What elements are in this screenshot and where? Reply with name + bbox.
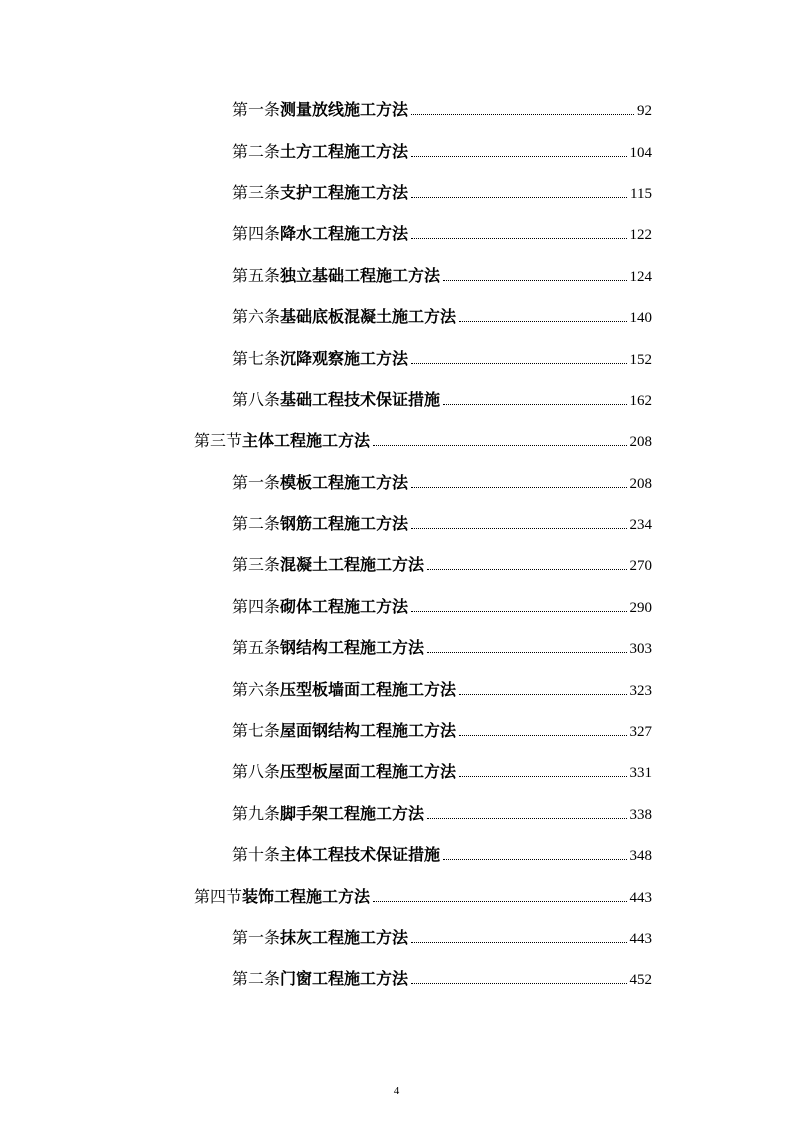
toc-entry-title: 模板工程施工方法 <box>280 472 409 492</box>
dot-leader <box>443 859 626 860</box>
toc-entry-line <box>232 759 652 782</box>
toc-entry-page: 270 <box>629 558 652 575</box>
dot-leader <box>411 942 626 943</box>
toc-entry-line <box>232 346 652 369</box>
page-number: 4 <box>393 1085 400 1097</box>
toc-subsection-entry[interactable] <box>0 461 793 502</box>
toc-entry-page: 331 <box>629 765 652 782</box>
toc-entry-line <box>232 552 652 575</box>
toc-subsection-entry[interactable] <box>0 957 793 998</box>
toc-entry-line <box>232 677 652 700</box>
toc-entry-title: 支护工程施工方法 <box>280 182 409 202</box>
dot-leader <box>427 652 626 653</box>
dot-leader <box>411 156 626 157</box>
table-of-contents <box>0 88 793 999</box>
toc-entry-title: 测量放线施工方法 <box>280 100 409 120</box>
toc-entry-line <box>232 801 652 824</box>
toc-entry-page: 115 <box>630 185 652 202</box>
toc-entry-page: 124 <box>629 268 652 285</box>
toc-entry-title: 钢结构工程施工方法 <box>280 638 425 658</box>
toc-entry-title: 混凝土工程施工方法 <box>280 555 425 575</box>
toc-entry-page: 162 <box>629 392 652 409</box>
toc-entry-number: 第七条 <box>232 348 281 368</box>
toc-entry-line <box>232 304 652 327</box>
toc-entry-line <box>232 180 652 203</box>
toc-entry-page: 140 <box>629 310 652 327</box>
dot-leader <box>411 528 626 529</box>
toc-subsection-entry[interactable] <box>0 336 793 377</box>
toc-entry-number: 第一条 <box>232 100 281 120</box>
toc-subsection-entry[interactable] <box>0 171 793 212</box>
toc-entry-page: 348 <box>629 848 652 865</box>
toc-subsection-entry[interactable] <box>0 667 793 708</box>
dot-leader <box>411 983 626 984</box>
toc-entry-page: 104 <box>629 144 652 161</box>
toc-entry-line <box>194 884 652 907</box>
dot-leader <box>443 404 626 405</box>
toc-entry-line <box>232 594 652 617</box>
toc-subsection-entry[interactable] <box>0 88 793 129</box>
toc-entry-number: 第七条 <box>232 721 281 741</box>
toc-entry-line <box>194 428 652 451</box>
toc-entry-title: 装饰工程施工方法 <box>242 886 371 906</box>
toc-entry-line <box>232 221 652 244</box>
toc-entry-number: 第一条 <box>232 472 281 492</box>
toc-entry-line <box>232 842 652 865</box>
dot-leader <box>373 901 626 902</box>
toc-entry-number: 第九条 <box>232 803 281 823</box>
toc-subsection-entry[interactable] <box>0 295 793 336</box>
toc-entry-number: 第四节 <box>194 886 243 906</box>
dot-leader <box>443 280 626 281</box>
toc-section-entry[interactable] <box>0 874 793 915</box>
toc-entry-line <box>232 511 652 534</box>
toc-entry-page: 303 <box>629 641 652 658</box>
toc-entry-number: 第八条 <box>232 389 281 409</box>
toc-entry-line <box>232 966 652 989</box>
dot-leader <box>411 114 634 115</box>
toc-entry-number: 第一条 <box>232 928 281 947</box>
toc-subsection-entry[interactable] <box>0 378 793 419</box>
toc-subsection-entry[interactable] <box>0 626 793 667</box>
toc-subsection-entry[interactable] <box>0 212 793 253</box>
toc-entry-page: 290 <box>629 599 652 616</box>
toc-subsection-entry[interactable] <box>0 502 793 543</box>
toc-entry-number: 第二条 <box>232 514 281 534</box>
toc-entry-title: 主体工程施工方法 <box>242 431 371 451</box>
toc-subsection-entry[interactable] <box>0 916 793 957</box>
toc-subsection-entry[interactable] <box>0 833 793 874</box>
toc-entry-number: 第十条 <box>232 845 281 865</box>
dot-leader <box>459 776 626 777</box>
toc-entry-number: 第六条 <box>232 679 281 699</box>
toc-entry-title: 屋面钢结构工程施工方法 <box>280 721 457 741</box>
toc-entry-page: 234 <box>629 517 652 534</box>
toc-entry-number: 第三条 <box>232 182 281 202</box>
toc-entry-line <box>232 139 652 162</box>
toc-entry-title: 门窗工程施工方法 <box>280 969 409 989</box>
toc-entry-number: 第四条 <box>232 224 281 244</box>
toc-entry-title: 脚手架工程施工方法 <box>280 803 425 823</box>
toc-entry-line <box>232 97 652 120</box>
toc-entry-line <box>232 925 652 948</box>
toc-entry-page: 208 <box>629 475 652 492</box>
toc-entry-page: 323 <box>629 682 652 699</box>
toc-entry-line <box>232 635 652 658</box>
toc-subsection-entry[interactable] <box>0 750 793 791</box>
toc-entry-page: 452 <box>629 972 652 989</box>
toc-entry-title: 砌体工程施工方法 <box>280 596 409 616</box>
toc-entry-number: 第二条 <box>232 969 281 989</box>
toc-entry-number: 第三节 <box>194 431 243 451</box>
dot-leader <box>459 321 626 322</box>
toc-entry-title: 压型板屋面工程施工方法 <box>280 762 457 782</box>
toc-entry-page: 443 <box>629 889 652 906</box>
dot-leader <box>427 818 626 819</box>
toc-entry-page: 443 <box>629 931 652 947</box>
dot-leader <box>373 445 626 446</box>
toc-entry-page: 338 <box>629 806 652 823</box>
toc-entry-line <box>232 718 652 741</box>
toc-entry-title: 压型板墙面工程施工方法 <box>280 679 457 699</box>
toc-entry-page: 327 <box>629 724 652 741</box>
toc-entry-title: 基础工程技术保证措施 <box>280 389 441 409</box>
toc-section-entry[interactable] <box>0 419 793 460</box>
toc-subsection-entry[interactable] <box>0 709 793 750</box>
toc-entry-number: 第五条 <box>232 265 281 285</box>
toc-subsection-entry[interactable] <box>0 129 793 170</box>
toc-entry-title: 主体工程技术保证措施 <box>280 845 441 865</box>
dot-leader <box>459 735 626 736</box>
dot-leader <box>411 238 626 239</box>
toc-entry-line <box>232 387 652 410</box>
toc-entry-title: 抹灰工程施工方法 <box>280 928 409 947</box>
dot-leader <box>427 569 626 570</box>
toc-subsection-entry[interactable] <box>0 585 793 626</box>
toc-entry-number: 第四条 <box>232 596 281 616</box>
toc-entry-page: 122 <box>629 227 652 244</box>
toc-entry-title: 沉降观察施工方法 <box>280 348 409 368</box>
toc-subsection-entry[interactable] <box>0 543 793 584</box>
dot-leader <box>411 487 626 488</box>
dot-leader <box>411 611 626 612</box>
dot-leader <box>459 694 626 695</box>
toc-entry-line <box>232 263 652 286</box>
dot-leader <box>411 197 627 198</box>
toc-entry-title: 基础底板混凝土施工方法 <box>280 307 457 327</box>
toc-subsection-entry[interactable] <box>0 254 793 295</box>
toc-entry-number: 第八条 <box>232 762 281 782</box>
toc-entry-number: 第五条 <box>232 638 281 658</box>
toc-entry-number: 第三条 <box>232 555 281 575</box>
toc-entry-title: 土方工程施工方法 <box>280 141 409 161</box>
toc-entry-page: 152 <box>629 351 652 368</box>
toc-entry-page: 92 <box>637 103 652 120</box>
toc-entry-line <box>232 470 652 493</box>
dot-leader <box>411 363 626 364</box>
toc-entry-title: 钢筋工程施工方法 <box>280 514 409 534</box>
toc-entry-title: 独立基础工程施工方法 <box>280 265 441 285</box>
toc-entry-title: 降水工程施工方法 <box>280 224 409 244</box>
toc-entry-number: 第六条 <box>232 307 281 327</box>
toc-entry-page: 208 <box>629 434 652 451</box>
toc-subsection-entry[interactable] <box>0 792 793 833</box>
toc-entry-number: 第二条 <box>232 141 281 161</box>
